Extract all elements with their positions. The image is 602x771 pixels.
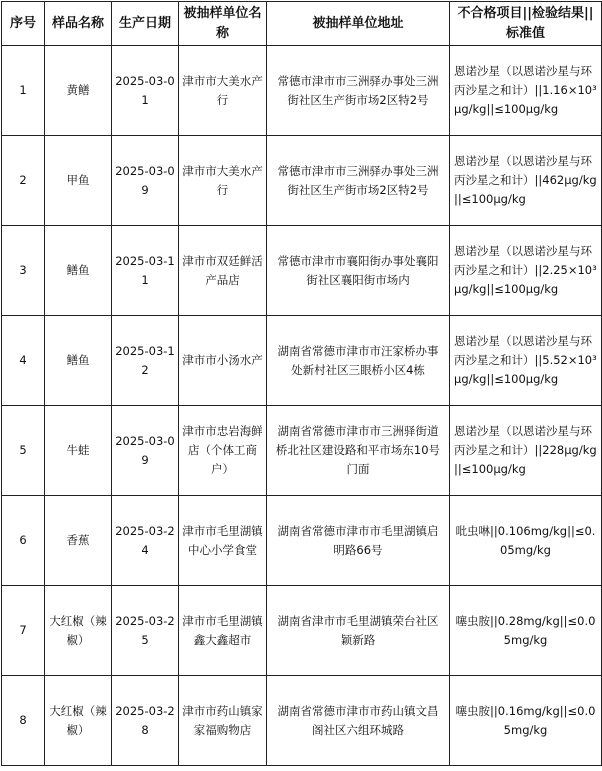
cell-name: 香蕉 — [45, 496, 112, 586]
cell-unit: 津市市小汤水产 — [179, 316, 267, 406]
cell-no: 4 — [2, 316, 45, 406]
sampling-table — [1, 1, 602, 766]
cell-date: 2025-03-09 — [112, 136, 179, 226]
cell-no: 6 — [2, 496, 45, 586]
cell-name: 鳝鱼 — [45, 316, 112, 406]
cell-result: 恩诺沙星（以恩诺沙星与环丙沙星之和计）||1.16×10³μg/kg||≤100μg/kg — [450, 46, 602, 136]
table-row — [2, 586, 602, 676]
cell-date: 2025-03-01 — [112, 46, 179, 136]
cell-name: 甲鱼 — [45, 136, 112, 226]
cell-result: 噻虫胺||0.16mg/kg||≤0.05mg/kg — [450, 676, 602, 766]
header-date: 生产日期 — [112, 2, 179, 46]
cell-unit: 津市市毛里湖镇中心小学食堂 — [179, 496, 267, 586]
cell-name: 牛蛙 — [45, 406, 112, 496]
table-row — [2, 316, 602, 406]
table-row — [2, 46, 602, 136]
cell-no: 2 — [2, 136, 45, 226]
header-unit: 被抽样单位名称 — [179, 2, 267, 46]
cell-date: 2025-03-24 — [112, 496, 179, 586]
cell-addr: 湖南省常德市津市市汪家桥办事处新村社区三眼桥小区4栋 — [267, 316, 450, 406]
cell-result: 恩诺沙星（以恩诺沙星与环丙沙星之和计）||2.25×10³μg/kg||≤100μg/kg — [450, 226, 602, 316]
table-row — [2, 226, 602, 316]
table-row — [2, 136, 602, 226]
cell-result: 恩诺沙星（以恩诺沙星与环丙沙星之和计）||228μg/kg||≤100μg/kg — [450, 406, 602, 496]
cell-unit: 津市市大美水产行 — [179, 136, 267, 226]
cell-no: 7 — [2, 586, 45, 676]
cell-date: 2025-03-09 — [112, 406, 179, 496]
header-result: 不合格项目||检验结果||标准值 — [450, 2, 602, 46]
cell-date: 2025-03-11 — [112, 226, 179, 316]
cell-unit: 津市市忠岩海鲜店（个体工商户） — [179, 406, 267, 496]
table-header-row — [2, 2, 602, 46]
cell-result: 恩诺沙星（以恩诺沙星与环丙沙星之和计）||5.52×10³μg/kg||≤100μg/kg — [450, 316, 602, 406]
table-row — [2, 676, 602, 766]
cell-addr: 湖南省常德市津市市药山镇文昌阁社区六组环城路 — [267, 676, 450, 766]
cell-addr: 常德市津市市襄阳街办事处襄阳街社区襄阳街市场内 — [267, 226, 450, 316]
table-row — [2, 406, 602, 496]
cell-date: 2025-03-25 — [112, 586, 179, 676]
cell-unit: 津市市药山镇家家福购物店 — [179, 676, 267, 766]
cell-addr: 常德市津市市三洲驿办事处三洲街社区生产街市场2区特2号 — [267, 136, 450, 226]
cell-addr: 常德市津市市三洲驿办事处三洲街社区生产街市场2区特2号 — [267, 46, 450, 136]
cell-result: 吡虫啉||0.106mg/kg||≤0.05mg/kg — [450, 496, 602, 586]
cell-unit: 津市市双廷鲜活产品店 — [179, 226, 267, 316]
cell-addr: 湖南省常德市津市市三洲驿街道桥北社区建设路和平市场东10号门面 — [267, 406, 450, 496]
cell-addr: 湖南省常德市津市市毛里湖镇启明路66号 — [267, 496, 450, 586]
cell-addr: 湖南省津市市毛里湖镇荣台社区颖新路 — [267, 586, 450, 676]
cell-date: 2025-03-12 — [112, 316, 179, 406]
cell-no: 8 — [2, 676, 45, 766]
cell-result: 噻虫胺||0.28mg/kg||≤0.05mg/kg — [450, 586, 602, 676]
table-row — [2, 496, 602, 586]
cell-name: 黄鳝 — [45, 46, 112, 136]
cell-no: 3 — [2, 226, 45, 316]
header-addr: 被抽样单位地址 — [267, 2, 450, 46]
cell-name: 鳝鱼 — [45, 226, 112, 316]
cell-no: 5 — [2, 406, 45, 496]
cell-name: 大红椒（辣椒） — [45, 676, 112, 766]
cell-date: 2025-03-28 — [112, 676, 179, 766]
header-name: 样品名称 — [45, 2, 112, 46]
cell-result: 恩诺沙星（以恩诺沙星与环丙沙星之和计）||462μg/kg||≤100μg/kg — [450, 136, 602, 226]
cell-unit: 津市市毛里湖镇鑫大鑫超市 — [179, 586, 267, 676]
cell-unit: 津市市大美水产行 — [179, 46, 267, 136]
header-no: 序号 — [2, 2, 45, 46]
cell-name: 大红椒（辣椒） — [45, 586, 112, 676]
cell-no: 1 — [2, 46, 45, 136]
